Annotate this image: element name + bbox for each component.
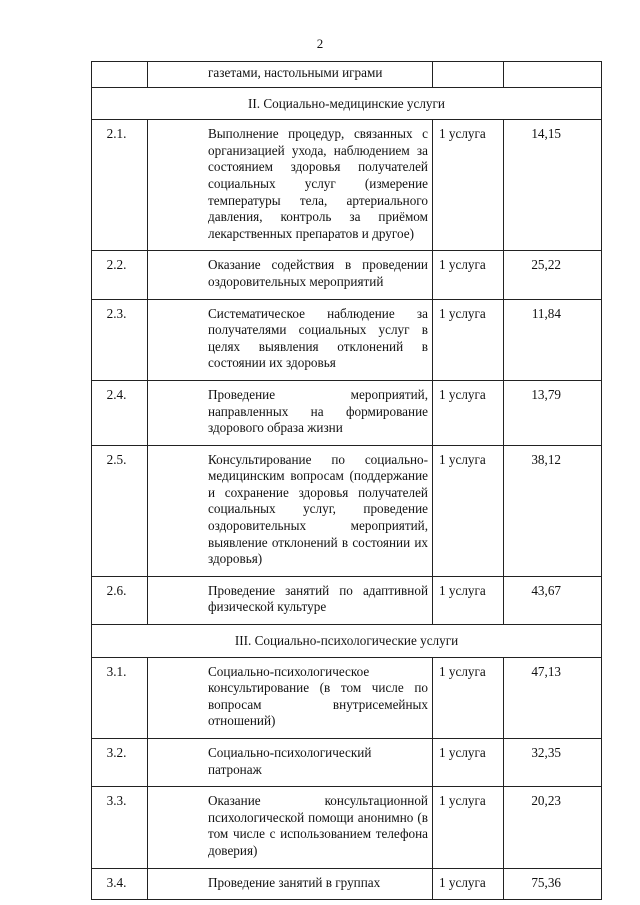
- section-heading-row: [92, 625, 602, 658]
- row-unit: 1 услуга: [433, 657, 504, 738]
- row-price: 20,23: [504, 787, 602, 868]
- service-row: [92, 120, 602, 251]
- row-unit: 1 услуга: [433, 120, 504, 251]
- service-row: [92, 868, 602, 900]
- row-price: 14,15: [504, 120, 602, 251]
- row-number: 2.1.: [92, 120, 148, 251]
- service-row: [92, 299, 602, 380]
- row-description: Социально-психологическое консультирование (в том числе по вопросам внутрисемейных отношений): [148, 657, 433, 738]
- service-row: [92, 576, 602, 624]
- page-number: 2: [316, 36, 324, 51]
- service-row: [92, 787, 602, 868]
- row-price: 25,22: [504, 251, 602, 299]
- row-price: 11,84: [504, 299, 602, 380]
- row-unit: 1 услуга: [433, 445, 504, 576]
- row-unit: 1 услуга: [433, 576, 504, 624]
- row-number: 3.2.: [92, 739, 148, 787]
- row-price: 38,12: [504, 445, 602, 576]
- row-description: Консультирование по социально-медицинским вопросам (поддержание и сохранение здоровья получателей социальных услуг, проведение оздоровительных мероприятий, выявление отклонений в состоянии их здоровья): [148, 445, 433, 576]
- row-description: Оказание консультационной психологической помощи анонимно (в том числе с использованием телефона доверия): [148, 787, 433, 868]
- row-description: Проведение занятий по адаптивной физической культуре: [148, 576, 433, 624]
- row-number-cell: [92, 62, 148, 88]
- row-unit: 1 услуга: [433, 251, 504, 299]
- section-heading: II. Социально-медицинские услуги: [92, 87, 602, 120]
- row-number: 3.1.: [92, 657, 148, 738]
- row-description: Систематическое наблюдение за получателями социальных услуг в целях выявления отклонений в состоянии их здоровья: [148, 299, 433, 380]
- row-description: Проведение мероприятий, направленных на формирование здорового образа жизни: [148, 380, 433, 445]
- continuation-row: [92, 62, 602, 88]
- service-row: [92, 657, 602, 738]
- row-price: 75,36: [504, 868, 602, 900]
- row-price: 32,35: [504, 739, 602, 787]
- service-row: [92, 739, 602, 787]
- row-price: 13,79: [504, 380, 602, 445]
- section-heading-row: [92, 87, 602, 120]
- row-unit: 1 услуга: [433, 299, 504, 380]
- row-price: 43,67: [504, 576, 602, 624]
- service-row: [92, 380, 602, 445]
- service-row: [92, 251, 602, 299]
- row-unit-cell: [433, 62, 504, 88]
- row-description: газетами, настольными играми: [148, 62, 433, 88]
- row-number: 2.5.: [92, 445, 148, 576]
- row-number: 2.3.: [92, 299, 148, 380]
- row-unit: 1 услуга: [433, 380, 504, 445]
- row-unit: 1 услуга: [433, 739, 504, 787]
- service-row: [92, 445, 602, 576]
- row-price-cell: [504, 62, 602, 88]
- services-table: [91, 61, 602, 900]
- row-number: 2.6.: [92, 576, 148, 624]
- row-description: Оказание содействия в проведении оздоровительных мероприятий: [148, 251, 433, 299]
- row-description: Социально-психологический патронаж: [148, 739, 433, 787]
- row-price: 47,13: [504, 657, 602, 738]
- row-number: 3.3.: [92, 787, 148, 868]
- row-description: Проведение занятий в группах: [148, 868, 433, 900]
- section-heading: III. Социально-психологические услуги: [92, 625, 602, 658]
- row-number: 2.4.: [92, 380, 148, 445]
- row-unit: 1 услуга: [433, 868, 504, 900]
- row-unit: 1 услуга: [433, 787, 504, 868]
- row-description: Выполнение процедур, связанных с организацией ухода, наблюдением за состоянием здоровья получателей социальных услуг (измерение температуры тела, артериального давления, контроль за приёмом лекарственных препаратов и другое): [148, 120, 433, 251]
- row-number: 3.4.: [92, 868, 148, 900]
- row-number: 2.2.: [92, 251, 148, 299]
